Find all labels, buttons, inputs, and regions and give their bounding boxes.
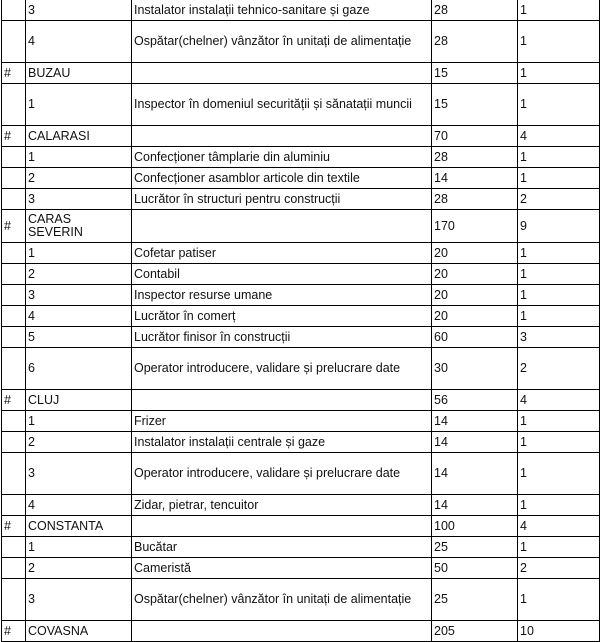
value-1-cell: 100: [432, 516, 518, 537]
occupation-cell: Lucrător finisor în construcții: [132, 327, 432, 348]
occupation-cell: Ospătar(chelner) vânzător în unitați de alimentație: [132, 21, 432, 63]
row-label-cell: 1: [26, 537, 132, 558]
row-label-cell: 4: [26, 306, 132, 327]
occupation-row: [2, 0, 600, 21]
value-2-cell: 1: [518, 243, 600, 264]
occupation-cell: Inspector în domeniul securității și sănatații muncii: [132, 84, 432, 126]
row-label-cell: CLUJ: [26, 390, 132, 411]
occupation-row: [2, 306, 600, 327]
value-1-cell: 14: [432, 168, 518, 189]
occupation-cell: Lucrător în structuri pentru construcții: [132, 189, 432, 210]
occupation-cell: Lucrător în comerț: [132, 306, 432, 327]
value-1-cell: 20: [432, 243, 518, 264]
row-marker-cell: #: [2, 516, 26, 537]
row-marker-cell: #: [2, 210, 26, 243]
occupation-cell: Cofetar patiser: [132, 243, 432, 264]
occupation-cell: [132, 126, 432, 147]
value-2-cell: 1: [518, 264, 600, 285]
value-1-cell: 30: [432, 348, 518, 390]
value-2-cell: 1: [518, 432, 600, 453]
county-row: [2, 126, 600, 147]
row-marker-cell: [2, 147, 26, 168]
row-marker-cell: [2, 285, 26, 306]
row-label-cell: CALARASI: [26, 126, 132, 147]
occupation-row: [2, 168, 600, 189]
row-label-cell: COVASNA: [26, 621, 132, 642]
value-1-cell: 14: [432, 411, 518, 432]
row-marker-cell: [2, 348, 26, 390]
value-2-cell: 1: [518, 306, 600, 327]
county-row: [2, 63, 600, 84]
row-marker-cell: [2, 21, 26, 63]
row-label-cell: 1: [26, 243, 132, 264]
occupation-cell: [132, 621, 432, 642]
value-2-cell: 9: [518, 210, 600, 243]
occupation-row: [2, 432, 600, 453]
value-1-cell: 28: [432, 0, 518, 21]
occupation-cell: [132, 210, 432, 243]
value-1-cell: 50: [432, 558, 518, 579]
row-label-cell: 6: [26, 348, 132, 390]
value-1-cell: 28: [432, 147, 518, 168]
row-label-cell: 3: [26, 453, 132, 495]
occupation-cell: Instalator instalații centrale și gaze: [132, 432, 432, 453]
jobs-table: [1, 0, 600, 642]
value-1-cell: 70: [432, 126, 518, 147]
row-marker-cell: [2, 411, 26, 432]
row-marker-cell: [2, 495, 26, 516]
value-2-cell: 2: [518, 189, 600, 210]
county-row: [2, 516, 600, 537]
row-marker-cell: #: [2, 126, 26, 147]
occupation-row: [2, 147, 600, 168]
value-2-cell: 1: [518, 285, 600, 306]
value-2-cell: 4: [518, 390, 600, 411]
value-1-cell: 60: [432, 327, 518, 348]
value-2-cell: 2: [518, 348, 600, 390]
row-marker-cell: [2, 168, 26, 189]
value-2-cell: 10: [518, 621, 600, 642]
value-2-cell: 1: [518, 411, 600, 432]
row-marker-cell: #: [2, 621, 26, 642]
row-label-cell: 2: [26, 264, 132, 285]
occupation-cell: [132, 516, 432, 537]
row-label-cell: 4: [26, 495, 132, 516]
value-2-cell: 1: [518, 168, 600, 189]
row-marker-cell: #: [2, 63, 26, 84]
occupation-row: [2, 579, 600, 621]
occupation-row: [2, 537, 600, 558]
row-marker-cell: [2, 537, 26, 558]
occupation-cell: Ospătar(chelner) vânzător în unitați de alimentație: [132, 579, 432, 621]
occupation-cell: [132, 63, 432, 84]
row-label-cell: CONSTANTA: [26, 516, 132, 537]
row-label-cell: 5: [26, 327, 132, 348]
value-2-cell: 1: [518, 579, 600, 621]
occupation-row: [2, 411, 600, 432]
value-2-cell: 1: [518, 147, 600, 168]
row-marker-cell: [2, 189, 26, 210]
occupation-row: [2, 453, 600, 495]
occupation-row: [2, 243, 600, 264]
occupation-row: [2, 189, 600, 210]
row-label-cell: 2: [26, 168, 132, 189]
row-marker-cell: [2, 558, 26, 579]
row-marker-cell: [2, 306, 26, 327]
occupation-cell: Operator introducere, validare și prelucrare date: [132, 348, 432, 390]
value-1-cell: 20: [432, 306, 518, 327]
value-1-cell: 25: [432, 537, 518, 558]
occupation-cell: Operator introducere, validare și prelucrare date: [132, 453, 432, 495]
value-1-cell: 14: [432, 495, 518, 516]
occupation-row: [2, 495, 600, 516]
occupation-cell: Contabil: [132, 264, 432, 285]
value-2-cell: 1: [518, 21, 600, 63]
value-1-cell: 28: [432, 189, 518, 210]
value-2-cell: 1: [518, 84, 600, 126]
row-marker-cell: [2, 84, 26, 126]
occupation-cell: [132, 390, 432, 411]
jobs-table-body: [2, 0, 600, 642]
occupation-row: [2, 558, 600, 579]
value-2-cell: 2: [518, 558, 600, 579]
row-label-cell: 2: [26, 558, 132, 579]
row-marker-cell: [2, 579, 26, 621]
occupation-row: [2, 84, 600, 126]
row-marker-cell: #: [2, 390, 26, 411]
value-2-cell: 1: [518, 63, 600, 84]
value-1-cell: 14: [432, 432, 518, 453]
occupation-row: [2, 264, 600, 285]
value-1-cell: 20: [432, 285, 518, 306]
occupation-cell: Bucătar: [132, 537, 432, 558]
row-label-cell: 3: [26, 285, 132, 306]
occupation-row: [2, 348, 600, 390]
row-label-cell: 1: [26, 84, 132, 126]
value-2-cell: 3: [518, 327, 600, 348]
value-1-cell: 15: [432, 63, 518, 84]
value-1-cell: 25: [432, 579, 518, 621]
county-row: [2, 210, 600, 243]
county-row: [2, 621, 600, 642]
row-marker-cell: [2, 243, 26, 264]
occupation-cell: Frizer: [132, 411, 432, 432]
row-label-cell: 4: [26, 21, 132, 63]
row-marker-cell: [2, 453, 26, 495]
value-2-cell: 1: [518, 453, 600, 495]
row-marker-cell: [2, 432, 26, 453]
row-marker-cell: [2, 264, 26, 285]
value-2-cell: 1: [518, 537, 600, 558]
value-2-cell: 4: [518, 516, 600, 537]
occupation-row: [2, 327, 600, 348]
occupation-cell: Confecționer asamblor articole din textile: [132, 168, 432, 189]
row-label-cell: 1: [26, 147, 132, 168]
value-1-cell: 170: [432, 210, 518, 243]
value-1-cell: 20: [432, 264, 518, 285]
row-label-cell: BUZAU: [26, 63, 132, 84]
row-marker-cell: [2, 327, 26, 348]
occupation-cell: Confecționer tâmplarie din aluminiu: [132, 147, 432, 168]
county-row: [2, 390, 600, 411]
occupation-cell: Instalator instalații tehnico-sanitare și gaze: [132, 0, 432, 21]
occupation-cell: Inspector resurse umane: [132, 285, 432, 306]
occupation-row: [2, 285, 600, 306]
occupation-cell: Zidar, pietrar, tencuitor: [132, 495, 432, 516]
row-label-cell: 1: [26, 411, 132, 432]
row-label-cell: 3: [26, 189, 132, 210]
row-label-cell: 3: [26, 0, 132, 21]
value-2-cell: 4: [518, 126, 600, 147]
row-label-cell: 2: [26, 432, 132, 453]
value-1-cell: 28: [432, 21, 518, 63]
value-2-cell: 1: [518, 495, 600, 516]
value-1-cell: 205: [432, 621, 518, 642]
value-1-cell: 15: [432, 84, 518, 126]
occupation-cell: Cameristă: [132, 558, 432, 579]
occupation-row: [2, 21, 600, 63]
row-marker-cell: [2, 0, 26, 21]
value-2-cell: 1: [518, 0, 600, 21]
value-1-cell: 14: [432, 453, 518, 495]
row-label-cell: CARAS SEVERIN: [26, 210, 132, 243]
value-1-cell: 56: [432, 390, 518, 411]
row-label-cell: 3: [26, 579, 132, 621]
